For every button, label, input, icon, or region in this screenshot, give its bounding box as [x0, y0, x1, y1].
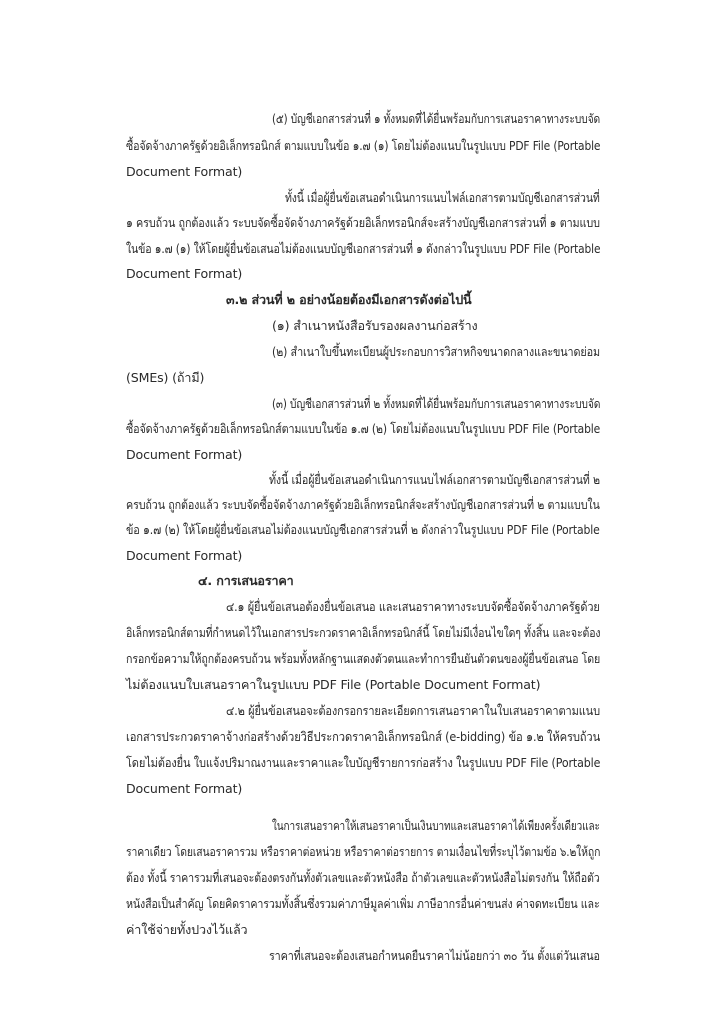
text-line: (๒) สำเนาใบขึ้นทะเบียนผู้ประกอบการวิสาหกิจขนาดกลางและขนาดย่อม — [272, 344, 600, 359]
text-line: ไม่ต้องแนบใบเสนอราคาในรูปแบบ PDF File (Portable Document Format) — [126, 677, 541, 692]
text-line: Document Format) — [126, 447, 243, 462]
text-line: ๔.๑ ผู้ยื่นข้อเสนอต้องยื่นข้อเสนอ และเสนอราคาทางระบบจัดซื้อจัดจ้างภาครัฐด้วย — [226, 599, 600, 614]
text-line: ซื้อจัดจ้างภาครัฐด้วยอิเล็กทรอนิกส์ตามแบบในข้อ ๑.๗ (๒) โดยไม่ต้องแนบในรูปแบบ PDF File (Portable — [126, 421, 601, 436]
text-line: ทั้งนี้ เมื่อผู้ยื่นข้อเสนอดำเนินการแนบไฟล์เอกสารตามบัญชีเอกสารส่วนที่ ๒ — [269, 472, 600, 487]
section-heading: ๓.๒ ส่วนที่ ๒ อย่างน้อยต้องมีเอกสารดังต่อไปนี้ — [226, 292, 472, 307]
text-line: Document Format) — [126, 266, 243, 281]
text-line: (SMEs) (ถ้ามี) — [126, 370, 205, 385]
text-line: ๑ ครบถ้วน ถูกต้องแล้ว ระบบจัดซื้อจัดจ้างภาครัฐด้วยอิเล็กทรอนิกส์จะสร้างบัญชีเอกสารส่วนที่ ๑ ตามแบบ — [126, 215, 600, 230]
text-line: ในข้อ ๑.๗ (๑) ให้โดยผู้ยื่นข้อเสนอไม่ต้องแนบบัญชีเอกสารส่วนที่ ๑ ดังกล่าวในรูปแบบ PDF File (Portable — [126, 241, 601, 256]
text-line: ๔.๒ ผู้ยื่นข้อเสนอจะต้องกรอกรายละเอียดการเสนอราคาในใบเสนอราคาตามแนบ — [226, 703, 600, 718]
text-line: เอกสารประกวดราคาจ้างก่อสร้างด้วยวิธีประกวดราคาอิเล็กทรอนิกส์ (e-bidding) ข้อ ๑.๒ ให้ครบถ้วน — [126, 729, 601, 744]
text-line: ทั้งนี้ เมื่อผู้ยื่นข้อเสนอดำเนินการแนบไฟล์เอกสารตามบัญชีเอกสารส่วนที่ — [285, 190, 600, 205]
text-line: โดยไม่ต้องยื่น ใบแจ้งปริมาณงานและราคาและใบบัญชีรายการก่อสร้าง ในรูปแบบ PDF File (Portable — [126, 755, 601, 770]
text-line: (๑) สำเนาหนังสือรับรองผลงานก่อสร้าง — [272, 318, 478, 333]
text-line: Document Format) — [126, 164, 243, 179]
text-line: (๕) บัญชีเอกสารส่วนที่ ๑ ทั้งหมดที่ได้ยื่นพร้อมกับการเสนอราคาทางระบบจัด — [272, 111, 601, 126]
text-line: Document Format) — [126, 781, 243, 796]
text-line: ค่าใช้จ่ายทั้งปวงไว้แล้ว — [126, 922, 248, 937]
text-line: ราคาที่เสนอจะต้องเสนอกำหนดยืนราคาไม่น้อยกว่า ๓๐ วัน ตั้งแต่วันเสนอ — [269, 948, 600, 963]
text-line: กรอกข้อความให้ถูกต้องครบถ้วน พร้อมทั้งหลักฐานแสดงตัวตนและทำการยืนยันตัวตนของผู้ยื่นข้อเสนอ โดย — [126, 651, 601, 666]
section-heading: ๔. การเสนอราคา — [198, 573, 294, 588]
text-line: ต้อง ทั้งนี้ ราคารวมที่เสนอจะต้องตรงกันทั้งตัวเลขและตัวหนังสือ ถ้าตัวเลขและตัวหนังสือไม่ตรงกัน ให้ถือตัว — [126, 870, 600, 885]
text-line: ในการเสนอราคาให้เสนอราคาเป็นเงินบาทและเสนอราคาได้เพียงครั้งเดียวและ — [272, 818, 600, 833]
text-line: อิเล็กทรอนิกส์ตามที่กำหนดไว้ในเอกสารประกวดราคาอิเล็กทรอนิกส์นี้ โดยไม่มีเงื่อนไขใดๆ ทั้งสิ้น และจะต้อง — [126, 625, 601, 640]
text-line: ราคาเดียว โดยเสนอราคารวม หรือราคาต่อหน่วย หรือราคาต่อรายการ ตามเงื่อนไขที่ระบุไว้ตามข้อ ๖.๒ให้ถูก — [126, 844, 601, 859]
text-line: ครบถ้วน ถูกต้องแล้ว ระบบจัดซื้อจัดจ้างภาครัฐด้วยอิเล็กทรอนิกส์จะสร้างบัญชีเอกสารส่วนที่ ๒ ตามแบบใน — [126, 497, 600, 512]
text-line: (๓) บัญชีเอกสารส่วนที่ ๒ ทั้งหมดที่ได้ยื่นพร้อมกับการเสนอราคาทางระบบจัด — [272, 396, 601, 411]
text-line: ข้อ ๑.๗ (๒) ให้โดยผู้ยื่นข้อเสนอไม่ต้องแนบบัญชีเอกสารส่วนที่ ๒ ดังกล่าวในรูปแบบ PDF File (Portable — [126, 522, 600, 537]
text-line: ซื้อจัดจ้างภาครัฐด้วยอิเล็กทรอนิกส์ ตามแบบในข้อ ๑.๗ (๑) โดยไม่ต้องแนบในรูปแบบ PDF File (Portable — [126, 138, 601, 153]
text-line: Document Format) — [126, 548, 243, 563]
text-line: หนังสือเป็นสำคัญ โดยคิดราคารวมทั้งสิ้นซึ่งรวมค่าภาษีมูลค่าเพิ่ม ภาษีอากรอื่นค่าขนส่ง ค่าจดทะเบียน และ — [126, 896, 600, 911]
